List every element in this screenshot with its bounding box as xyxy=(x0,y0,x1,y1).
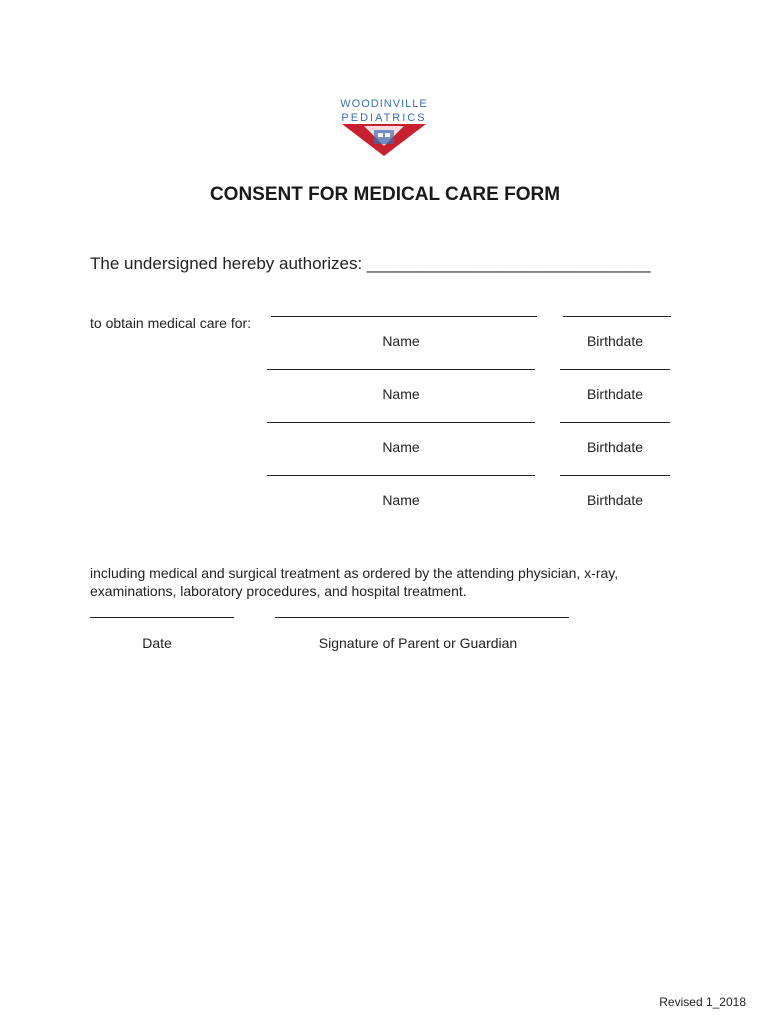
authorizes-blank-field[interactable]: ______________________________ xyxy=(366,254,651,273)
child-4-name-label: Name xyxy=(382,492,420,508)
authorizes-line xyxy=(90,254,651,274)
child-1-birthdate-label: Birthdate xyxy=(586,333,644,349)
child-3-birthdate-field[interactable] xyxy=(560,422,670,423)
signature-label: Signature of Parent or Guardian xyxy=(318,635,518,651)
child-1-name-field[interactable] xyxy=(271,316,537,317)
clinic-logo xyxy=(336,94,432,158)
child-1-name-label: Name xyxy=(382,333,420,349)
signature-field[interactable] xyxy=(275,617,569,618)
treatment-paragraph: including medical and surgical treatment as ordered by the attending physician, x-ray, examinations, laboratory procedures, and hospital treatment. xyxy=(90,565,619,599)
authorizes-label: The undersigned hereby authorizes: xyxy=(90,254,363,273)
child-2-name-field[interactable] xyxy=(267,369,535,370)
child-4-birthdate-label: Birthdate xyxy=(586,492,644,508)
child-4-birthdate-field[interactable] xyxy=(560,475,670,476)
revision-note: Revised 1_2018 xyxy=(659,995,746,1009)
logo-text-line2: PEDIATRICS xyxy=(341,112,427,124)
date-label: Date xyxy=(142,635,172,651)
form-title: CONSENT FOR MEDICAL CARE FORM xyxy=(209,184,561,205)
logo-text-line1: WOODINVILLE xyxy=(340,98,428,110)
care-for-label: to obtain medical care for: xyxy=(90,315,252,331)
child-2-birthdate-label: Birthdate xyxy=(586,386,644,402)
child-2-birthdate-field[interactable] xyxy=(560,369,670,370)
child-3-birthdate-label: Birthdate xyxy=(586,439,644,455)
date-field[interactable] xyxy=(90,617,234,618)
child-3-name-field[interactable] xyxy=(267,422,535,423)
child-3-name-label: Name xyxy=(382,439,420,455)
child-2-name-label: Name xyxy=(382,386,420,402)
child-1-birthdate-field[interactable] xyxy=(563,316,671,317)
child-4-name-field[interactable] xyxy=(267,475,535,476)
